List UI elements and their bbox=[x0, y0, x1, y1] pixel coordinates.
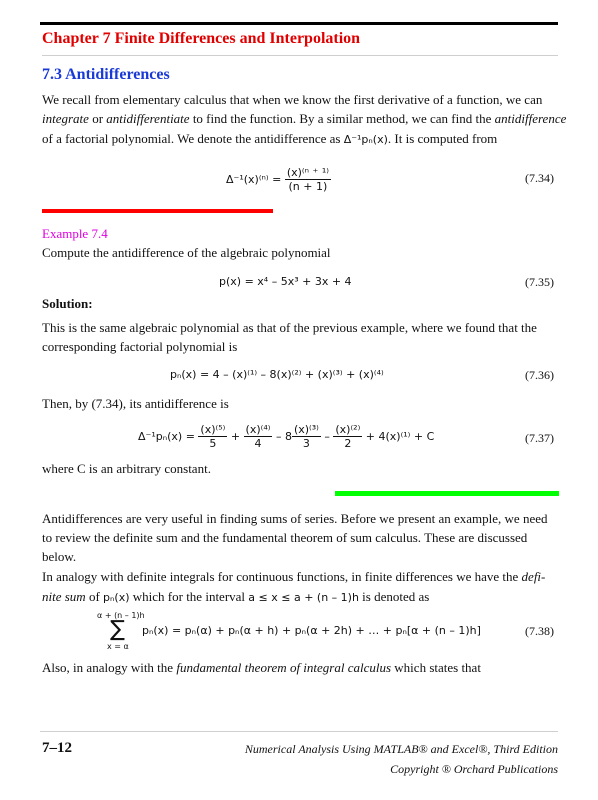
example-label: Example 7.4 bbox=[42, 226, 108, 241]
fraction-numerator: (x)⁽²⁾ bbox=[335, 423, 361, 436]
eq-fraction bbox=[292, 423, 321, 450]
eq-lhs: Δ⁻¹pₙ(x) = bbox=[138, 430, 195, 443]
eq-fraction bbox=[285, 166, 331, 193]
fraction-denominator: 3 bbox=[302, 437, 310, 450]
equation-7-34 bbox=[226, 166, 331, 193]
fraction-denominator: 5 bbox=[209, 437, 217, 450]
also-text: Also, in analogy with the bbox=[42, 660, 177, 675]
eq-fraction bbox=[244, 423, 273, 450]
top-rule bbox=[40, 22, 558, 25]
term-antidifferentiate: antidifferentiate bbox=[106, 111, 190, 126]
solution-label: Solution: bbox=[42, 296, 93, 311]
equation-number: (7.35) bbox=[525, 275, 554, 289]
solution-line-2: corresponding factorial polynomial is bbox=[42, 339, 238, 354]
analogy-text: is denoted as bbox=[358, 589, 430, 604]
fraction-denominator: 4 bbox=[254, 437, 262, 450]
intro-text: or bbox=[88, 111, 107, 126]
intro-line-3 bbox=[42, 131, 497, 147]
equation-7-36: pₙ(x) = 4 – (x)⁽¹⁾ – 8(x)⁽²⁾ + (x)⁽³⁾ + (x)⁽⁴⁾ bbox=[170, 368, 384, 381]
intro-text: . It is computed from bbox=[387, 131, 498, 146]
page-number: 7–12 bbox=[42, 740, 72, 756]
equation-number: (7.34) bbox=[525, 171, 554, 185]
intro-line-1: We recall from elementary calculus that when we know the first derivative of a function, we can bbox=[42, 92, 543, 107]
analogy-text: which for the interval bbox=[129, 589, 249, 604]
summation-symbol: ∑ bbox=[110, 617, 125, 642]
fraction-denominator: 2 bbox=[344, 437, 352, 450]
fraction-numerator: (x)⁽⁵⁾ bbox=[200, 423, 226, 436]
equation-7-38: pₙ(x) = pₙ(α) + pₙ(α + h) + pₙ(α + 2h) + … + pₙ[α + (n – 1)h] bbox=[142, 624, 481, 637]
anti-line-1: Antidifferences are very useful in finding sums of series. Before we present an example, we need bbox=[42, 511, 548, 526]
header-divider bbox=[42, 55, 558, 56]
example-end-bar bbox=[335, 491, 559, 496]
also-text: which states that bbox=[391, 660, 481, 675]
fraction-numerator: (x)⁽⁴⁾ bbox=[245, 423, 271, 436]
intro-text: to find the function. By a similar method, we can find the bbox=[189, 111, 495, 126]
analogy-text: of bbox=[85, 589, 104, 604]
term-integrate: integrate bbox=[42, 111, 89, 126]
fraction-numerator: (x)⁽ⁿ ⁺ ¹⁾ bbox=[286, 166, 329, 179]
also-line bbox=[42, 660, 481, 676]
antidiff-notation: Δ⁻¹pₙ(x) bbox=[343, 133, 388, 146]
term-antidifference: antidifference bbox=[494, 111, 567, 126]
footer-divider bbox=[40, 731, 558, 732]
eq-fraction bbox=[198, 423, 227, 450]
term-fundamental-theorem: fundamental theorem of integral calculus bbox=[176, 660, 392, 675]
equation-number: (7.36) bbox=[525, 368, 554, 382]
section-title: 7.3 Antidifferences bbox=[42, 66, 170, 83]
analogy-line-1 bbox=[42, 569, 545, 585]
sum-lower-limit: x = α bbox=[107, 642, 129, 651]
fraction-denominator: (n + 1) bbox=[288, 180, 328, 193]
example-prompt: Compute the antidifference of the algebraic polynomial bbox=[42, 245, 331, 260]
intro-text: of a factorial polynomial. We denote the antidifference as bbox=[42, 131, 344, 146]
equation-number: (7.38) bbox=[525, 624, 554, 638]
equation-number: (7.37) bbox=[525, 431, 554, 445]
book-title: Numerical Analysis Using MATLAB® and Excel®, Third Edition bbox=[244, 742, 558, 756]
equation-7-35: p(x) = x⁴ – 5x³ + 3x + 4 bbox=[219, 275, 352, 288]
term-definite-sum: nite sum bbox=[42, 589, 86, 604]
fraction-numerator: (x)⁽³⁾ bbox=[293, 423, 319, 436]
eq-tail: + 4(x)⁽¹⁾ + C bbox=[365, 430, 435, 443]
copyright: Copyright ® Orchard Publications bbox=[390, 762, 558, 776]
anti-line-2: to review the definite sum and the fundamental theorem of sum calculus. These are discussed bbox=[42, 530, 528, 545]
pn-notation: pₙ(x) bbox=[103, 591, 130, 604]
chapter-title: Chapter 7 Finite Differences and Interpolation bbox=[42, 30, 361, 47]
analogy-line-2 bbox=[42, 589, 429, 605]
eq-lhs: Δ⁻¹(x)⁽ⁿ⁾ = bbox=[226, 173, 282, 186]
eq-term: – 8 bbox=[275, 430, 292, 443]
anti-line-3: below. bbox=[42, 549, 77, 564]
intro-line-2 bbox=[42, 111, 566, 127]
then-line: Then, by (7.34), its antidifference is bbox=[42, 396, 229, 411]
sum-upper-limit: α + (n – 1)h bbox=[97, 611, 145, 620]
example-start-bar bbox=[42, 209, 273, 213]
eq-fraction bbox=[333, 423, 362, 450]
term-definite-sum: defi- bbox=[521, 569, 546, 584]
solution-line-1: This is the same algebraic polynomial as that of the previous example, where we found that the bbox=[42, 320, 537, 335]
where-line: where C is an arbitrary constant. bbox=[42, 461, 211, 476]
analogy-text: In analogy with definite integrals for continuous functions, in finite differences we have the bbox=[42, 569, 522, 584]
equation-7-37: Δ⁻¹pₙ(x) = $\frac{\text{(x)⁽⁵⁾}}{5}$ + $\frac{\text{(x)⁽⁴⁾}}{4}$ – 8 $\frac{\text{(x)⁽³⁾}}{3}$ – $\frac{\text{(x)⁽²⁾}}{2}$ + 4(x)⁽¹⁾ + C bbox=[138, 423, 435, 450]
interval-notation: a ≤ x ≤ a + (n – 1)h bbox=[248, 591, 359, 604]
